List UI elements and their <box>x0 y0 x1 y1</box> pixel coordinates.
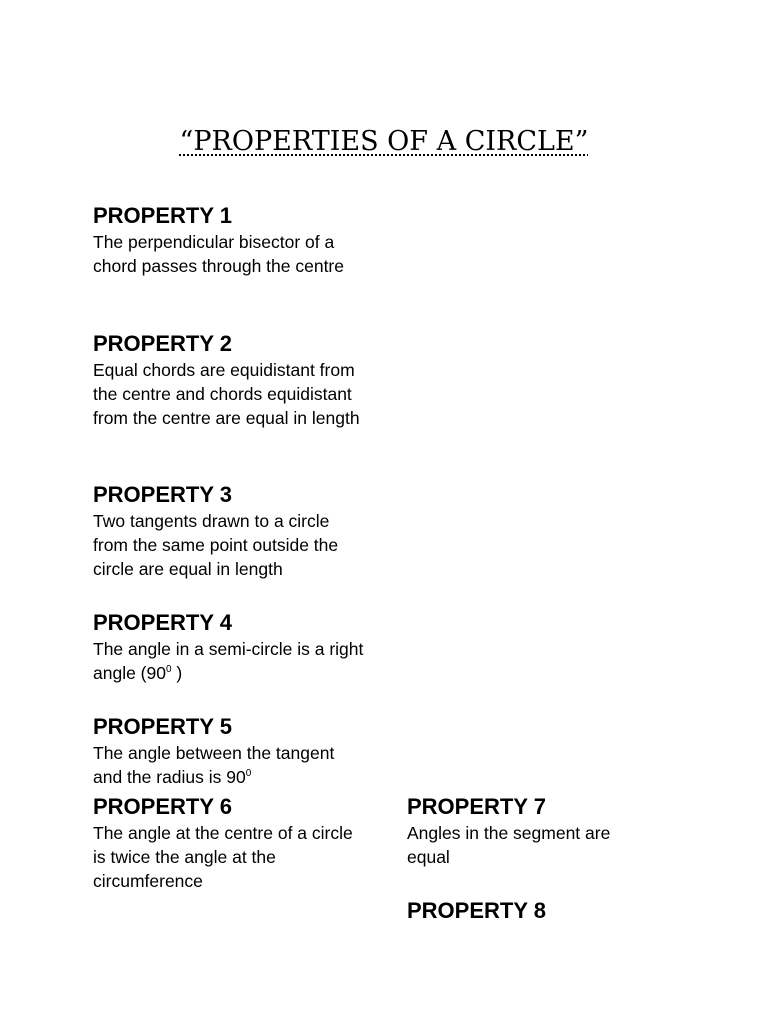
property-1 <box>93 202 368 278</box>
property-7-text: Angles in the segment are equal <box>407 823 611 867</box>
property-5-text <box>93 741 368 789</box>
property-2-text: Equal chords are equidistant from the centre and chords equidistant from the centre are equal in length <box>93 360 360 428</box>
property-1-text: The perpendicular bisector of a chord passes through the centre <box>93 232 344 276</box>
property-2 <box>93 330 368 430</box>
property-1-heading: PROPERTY 1 <box>93 203 232 228</box>
property-8 <box>407 897 647 925</box>
property-3 <box>93 481 368 581</box>
property-3-text: Two tangents drawn to a circle from the same point outside the circle are equal in length <box>93 511 339 579</box>
property-5-text-main: The angle between the tangent and the radius is 90 <box>93 743 335 787</box>
property-2-heading: PROPERTY 2 <box>93 331 232 356</box>
property-3-heading: PROPERTY 3 <box>93 482 232 507</box>
property-4 <box>93 609 368 685</box>
property-7-heading: PROPERTY 7 <box>407 794 546 819</box>
property-4-text-main: The angle in a semi-circle is a right angle (90 <box>93 639 364 683</box>
property-6-heading: PROPERTY 6 <box>93 794 232 819</box>
property-5-degree-superscript: 0 <box>245 768 252 779</box>
property-7 <box>407 793 647 869</box>
property-5 <box>93 713 368 789</box>
document-title <box>0 124 768 160</box>
property-8-heading: PROPERTY 8 <box>407 898 546 923</box>
property-6 <box>93 793 368 893</box>
property-4-degree-superscript: 0 <box>165 664 172 675</box>
property-6-text: The angle at the centre of a circle is twice the angle at the circumference <box>93 823 353 891</box>
property-4-text <box>93 637 368 685</box>
property-5-heading: PROPERTY 5 <box>93 714 232 739</box>
document-title-text: “PROPERTIES OF A CIRCLE” <box>179 126 589 157</box>
property-4-text-end: ) <box>171 663 183 683</box>
property-4-heading: PROPERTY 4 <box>93 610 232 635</box>
